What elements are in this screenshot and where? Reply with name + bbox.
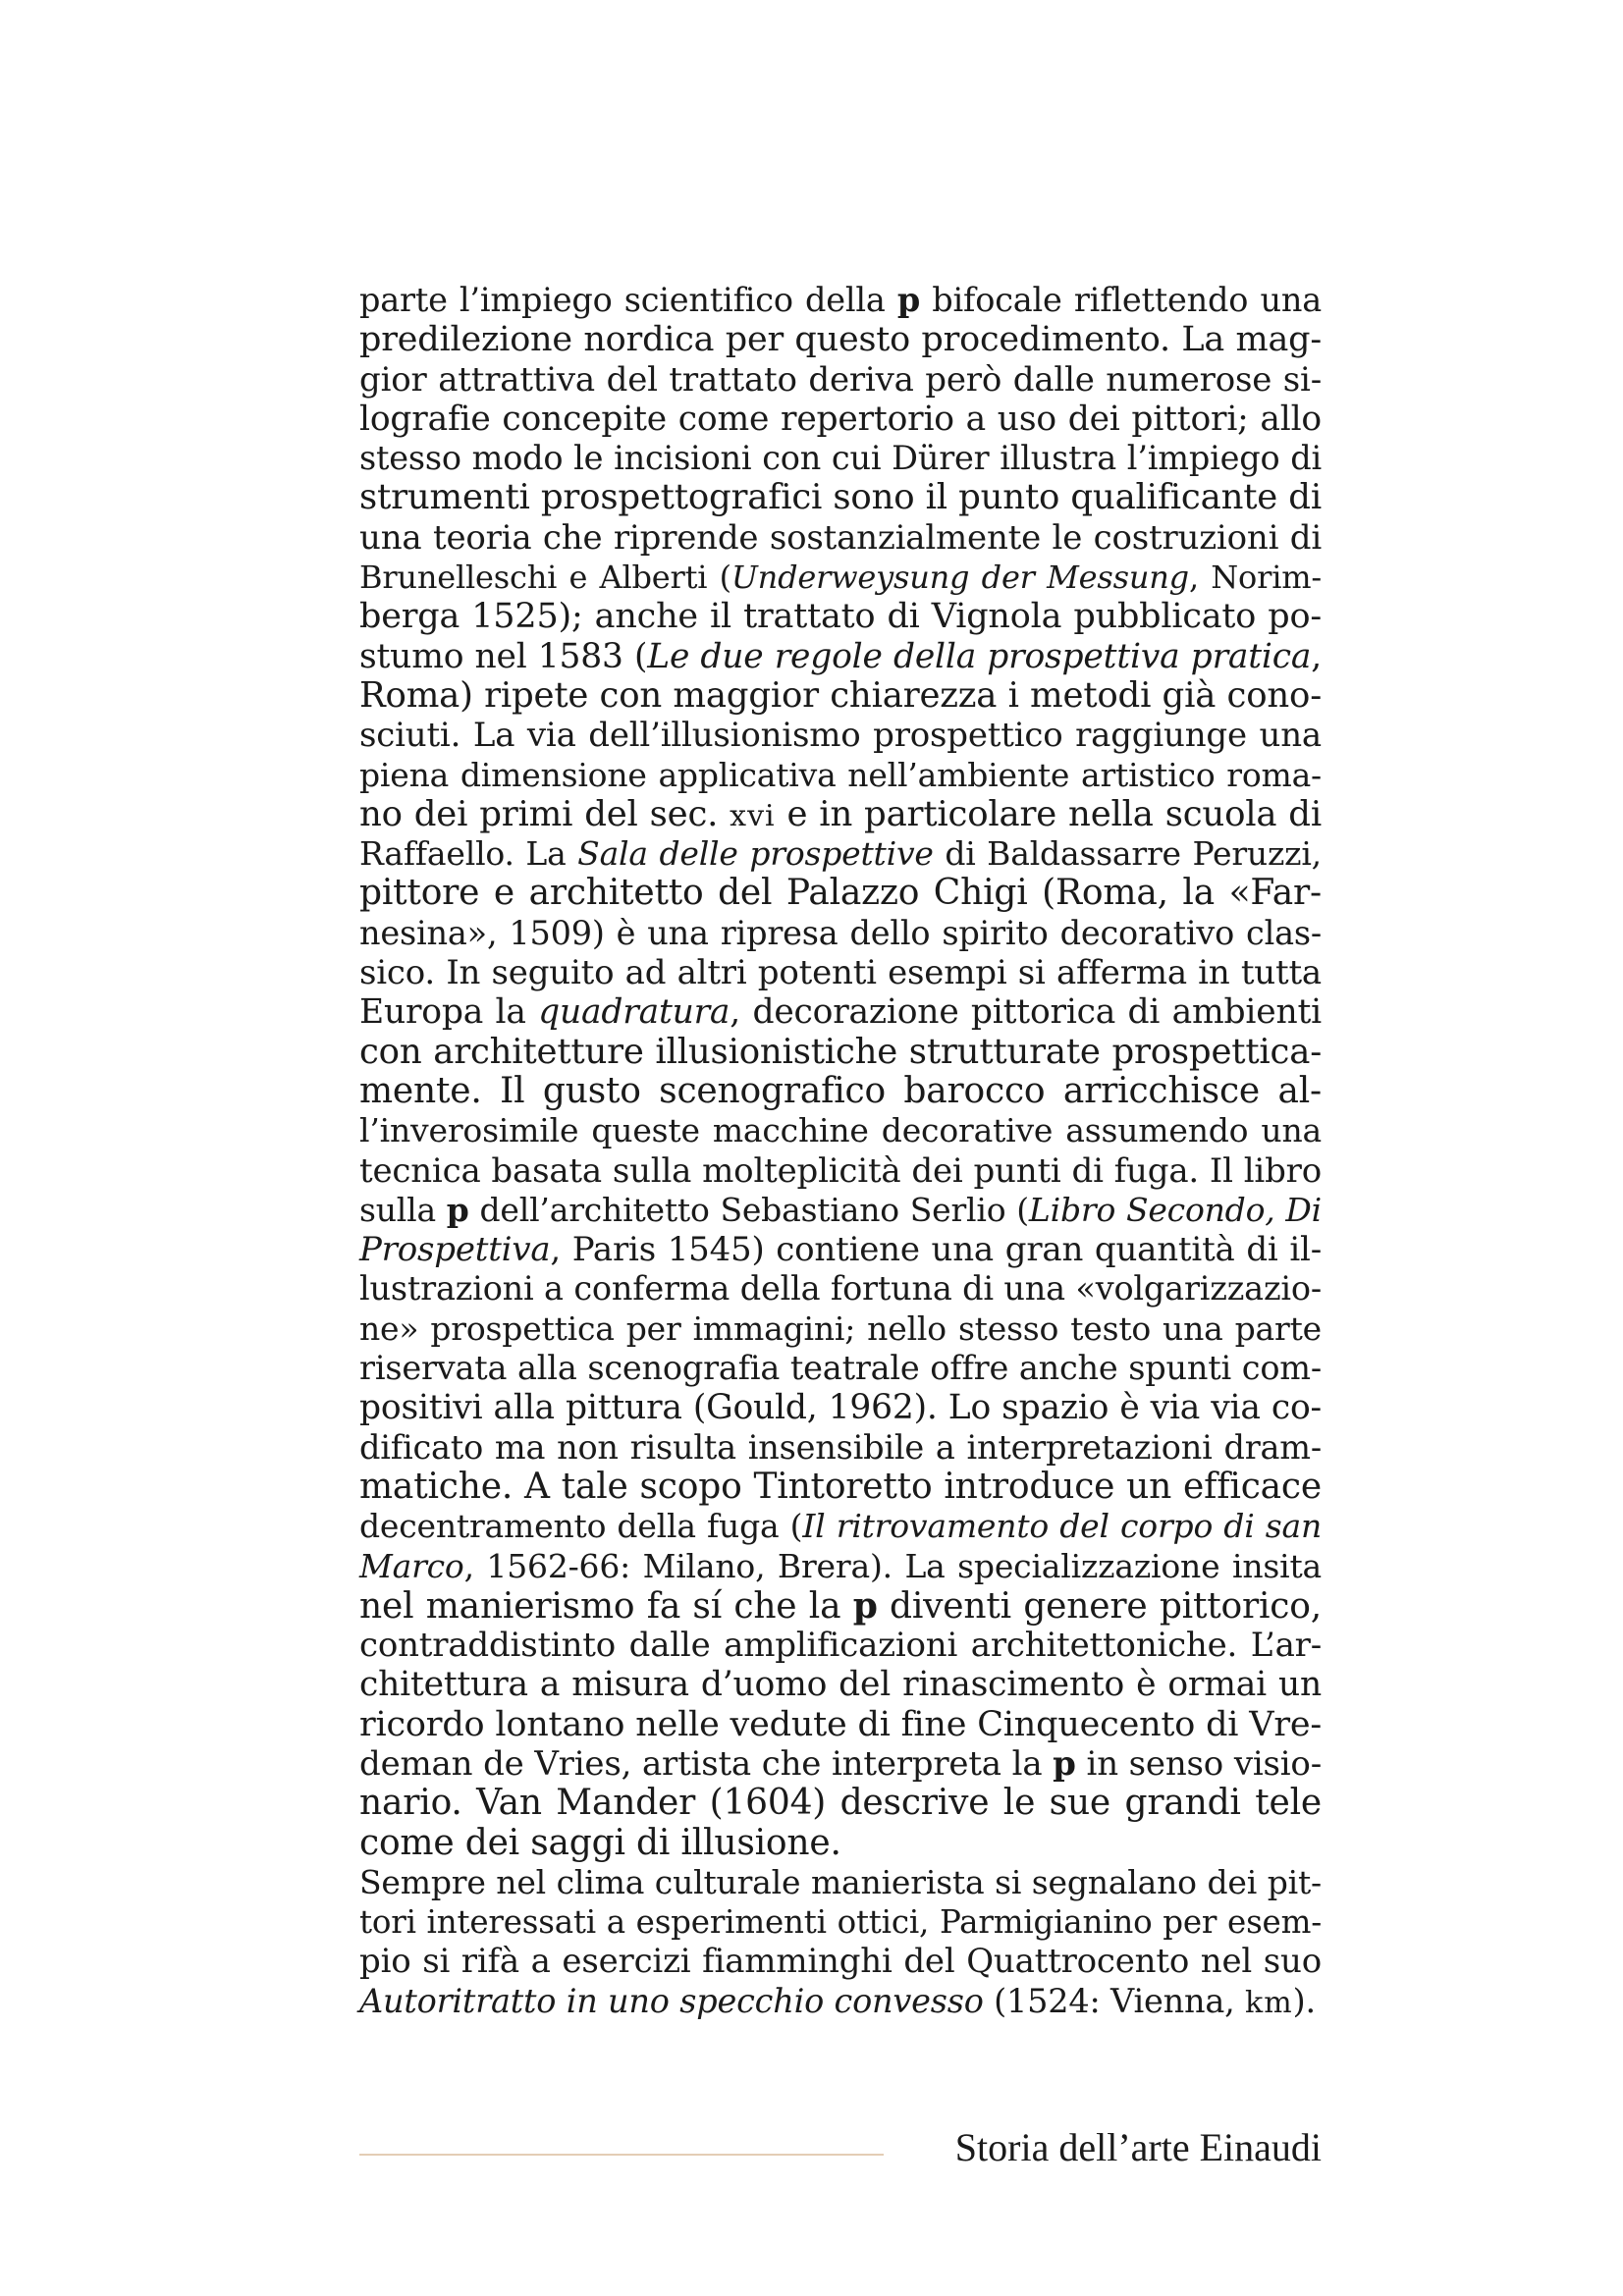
text-segment: lografie concepite come repertorio a uso dei pittori; allo — [359, 399, 1322, 439]
text-line — [359, 360, 1322, 400]
text-line — [359, 400, 1322, 439]
text-segment: gior attrattiva del trattato deriva però dalle numerose si- — [359, 359, 1322, 400]
text-segment: no dei primi del sec. — [359, 793, 730, 834]
text-segment: matiche. A tale scopo Tintoretto introduce un efficace — [359, 1466, 1322, 1507]
text-line — [359, 1072, 1322, 1111]
text-segment: predilezione nordica per questo procedimento. La mag- — [359, 320, 1322, 360]
text-line — [359, 1744, 1322, 1784]
text-line — [359, 1033, 1322, 1072]
text-line — [359, 874, 1322, 913]
text-segment: pittore e architetto del Palazzo Chigi (Roma, la «Far- — [359, 873, 1322, 914]
italic-text: Libro Secondo, Di — [1028, 1190, 1322, 1229]
text-segment: chitettura a misura d’uomo del rinascimento è ormai un — [359, 1665, 1322, 1705]
text-line — [359, 1428, 1322, 1468]
text-segment: strumenti prospettografici sono il punto qualificante di — [359, 477, 1322, 518]
text-segment: Roma) ripete con maggior chiarezza i metodi già cono- — [359, 674, 1322, 716]
italic-text: Le due regole della prospettiva pratica — [647, 636, 1312, 676]
italic-text: Underweysung der Messung — [730, 559, 1189, 597]
text-line — [359, 1902, 1322, 1942]
small-caps-text: xvi — [730, 798, 776, 833]
text-segment: , 1562-66: Milano, Brera). La specializzazione insita — [463, 1546, 1322, 1585]
bold-text: p — [1053, 1743, 1076, 1784]
text-line — [359, 1586, 1322, 1626]
text-segment: l’inverosimile queste macchine decorative assumendo una — [359, 1111, 1322, 1150]
text-segment: una teoria che riprende sostanzialmente le costruzioni di — [359, 517, 1322, 558]
text-segment: stumo nel 1583 ( — [359, 636, 648, 676]
italic-text: Autoritratto in uno specchio convesso — [359, 1981, 984, 2020]
text-line — [359, 1705, 1322, 1744]
text-line — [359, 1151, 1322, 1191]
text-segment: , — [1311, 636, 1323, 676]
footer-rule — [359, 2154, 884, 2156]
text-line — [359, 1349, 1322, 1388]
text-line — [359, 1309, 1322, 1349]
text-segment: con architetture illusionistiche strutturate prospettica- — [359, 1031, 1322, 1072]
footer-label: Storia dell’arte Einaudi — [954, 2125, 1322, 2169]
text-line — [359, 1388, 1322, 1427]
text-segment: dell’architetto Sebastiano Serlio ( — [468, 1190, 1029, 1229]
text-segment: tecnica basata sulla molteplicità dei punti di fuga. Il libro — [359, 1150, 1322, 1191]
text-line — [359, 676, 1322, 716]
text-line — [359, 1665, 1322, 1704]
body-text — [359, 281, 1322, 2021]
text-segment: in senso visio- — [1075, 1743, 1322, 1784]
bold-text: p — [446, 1190, 469, 1229]
text-segment: sciuti. La via dell’illusionismo prospettico raggiunge una — [359, 716, 1322, 756]
text-segment: Sempre nel clima culturale manierista si segnalano dei pit- — [359, 1862, 1322, 1901]
text-segment: ). — [1292, 1981, 1316, 2020]
text-segment: ricordo lontano nelle vedute di fine Cinquecento di Vre- — [359, 1704, 1322, 1744]
text-line — [359, 439, 1322, 478]
text-line — [359, 558, 1322, 597]
text-segment: Brunelleschi e Alberti ( — [359, 559, 731, 597]
text-segment: , Paris 1545) contiene una gran quantità di il- — [550, 1230, 1322, 1270]
italic-text: Prospettiva — [359, 1230, 551, 1270]
text-segment: tori interessati a esperimenti ottici, Parmigianino per esem- — [359, 1903, 1322, 1942]
text-segment: come dei saggi di illusione. — [359, 1822, 841, 1863]
text-segment: nario. Van Mander (1604) descrive le sue grandi tele — [359, 1783, 1322, 1824]
text-line — [359, 834, 1322, 874]
text-segment: di Baldassarre Peruzzi, — [933, 834, 1322, 874]
text-segment: stesso modo le incisioni con cui Dürer illustra l’impiego di — [359, 439, 1322, 478]
text-segment: sulla — [359, 1190, 447, 1229]
text-line — [359, 992, 1322, 1032]
text-line — [359, 1230, 1322, 1269]
text-segment: positivi alla pittura (Gould, 1962). Lo spazio è via via co- — [359, 1388, 1322, 1428]
text-segment: (1524: Vienna, — [983, 1981, 1246, 2020]
italic-text: quadratura — [538, 992, 730, 1033]
italic-text: Il ritrovamento del corpo di san — [802, 1507, 1322, 1546]
text-segment: berga 1525); anche il trattato di Vignola pubblicato po- — [359, 597, 1322, 637]
text-line — [359, 1468, 1322, 1507]
text-segment: nel manierismo fa sí che la — [359, 1585, 853, 1627]
text-segment: pio si rifà a esercizi fiamminghi del Quattrocento nel suo — [359, 1942, 1322, 1982]
text-segment: mente. Il gusto scenografico barocco arricchisce al- — [359, 1070, 1322, 1111]
text-segment: e in particolare nella scuola di — [775, 793, 1322, 834]
text-segment: , decorazione pittorica di ambienti — [730, 992, 1323, 1033]
text-segment: nesina», 1509) è una ripresa dello spirito decorativo clas- — [359, 913, 1322, 952]
text-line — [359, 1191, 1322, 1230]
text-segment: dificato ma non risulta insensibile a interpretazioni dram- — [359, 1427, 1322, 1467]
text-segment: diventi genere pittorico, — [877, 1585, 1322, 1627]
italic-text: Sala delle prospettive — [577, 834, 934, 874]
text-segment: Raffaello. La — [359, 834, 578, 874]
text-line — [359, 1863, 1322, 1902]
text-line — [359, 478, 1322, 517]
text-line — [359, 1824, 1322, 1863]
text-segment: bifocale riflettendo una — [920, 281, 1322, 319]
text-segment: Europa la — [359, 992, 539, 1033]
text-line — [359, 716, 1322, 755]
text-segment: piena dimensione applicativa nell’ambiente artistico roma- — [359, 755, 1322, 794]
text-segment: , Norim- — [1188, 559, 1322, 597]
text-line — [359, 637, 1322, 676]
text-line — [359, 597, 1322, 636]
text-line — [359, 1942, 1322, 1981]
bold-text: p — [852, 1584, 878, 1627]
text-line — [359, 518, 1322, 558]
text-segment: decentramento della fuga ( — [359, 1507, 803, 1546]
text-line — [359, 281, 1322, 320]
text-segment: lustrazioni a conferma della fortuna di una «volgarizzazio- — [359, 1269, 1322, 1308]
text-line — [359, 1507, 1322, 1546]
text-line — [359, 953, 1322, 992]
text-segment: deman de Vries, artista che interpreta la — [359, 1743, 1054, 1784]
text-line — [359, 1784, 1322, 1823]
small-caps-text: km — [1245, 1985, 1293, 2020]
text-segment: parte l’impiego scientifico della — [359, 281, 897, 319]
text-line — [359, 1269, 1322, 1308]
text-line — [359, 1626, 1322, 1665]
text-line — [359, 1982, 1322, 2021]
text-segment: ne» prospettica per immagini; nello stesso testo una parte — [359, 1308, 1322, 1348]
text-line — [359, 320, 1322, 359]
italic-text: Marco — [359, 1546, 464, 1585]
text-segment: sico. In seguito ad altri potenti esempi si afferma in tutta — [359, 953, 1322, 993]
text-line — [359, 795, 1322, 834]
bold-text: p — [896, 281, 921, 319]
text-segment: riservata alla scenografia teatrale offre anche spunti com- — [359, 1349, 1322, 1388]
text-line — [359, 756, 1322, 795]
text-line — [359, 1547, 1322, 1586]
text-line — [359, 914, 1322, 953]
text-segment: contraddistinto dalle amplificazioni architettoniche. L’ar- — [359, 1626, 1322, 1666]
text-line — [359, 1111, 1322, 1150]
